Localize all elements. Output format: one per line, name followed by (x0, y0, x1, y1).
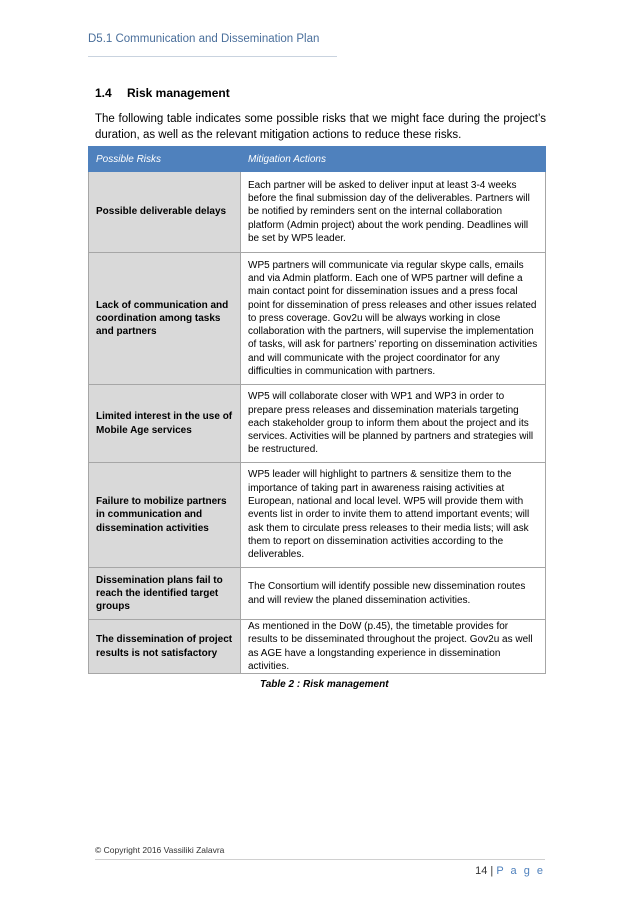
footer-divider (95, 859, 545, 860)
mitigation-cell: As mentioned in the DoW (p.45), the timetable provides for results to be disseminated throughout the project. Gov2u as well as AGE have a longstanding experience in dissemination activities. (241, 620, 546, 674)
table-header-row (89, 147, 546, 172)
table-row (89, 385, 546, 463)
page-label: P a g e (496, 865, 545, 877)
mitigation-cell: Each partner will be asked to deliver input at least 3-4 weeks before the final submission day of the deliverables. Partners will be notified by reminders sent on the internal collaboration platform (Admin project) about the work pending. Deadlines will be set by WP5 leader. (241, 172, 546, 253)
mitigation-cell: WP5 partners will communicate via regular skype calls, emails and via Admin platform. Each one of WP5 partner will define a main contact point for dissemination issues and a press focal point for dissemination of press releases and other issues related to press coverage. Gov2u will be always working in close collaboration with the partners, will supervise the implementation of tasks, will ask for partners’ reporting on dissemination activities and will communicate with the project coordinator for any difficulties in communication with partners. (241, 253, 546, 385)
header-divider (88, 56, 337, 57)
mitigation-cell: WP5 leader will highlight to partners & sensitize them to the importance of taking part in awareness raising activities at European, national and local level. WP5 will provide them with events list in order to invite them to attend important events; will ask them to circulate press releases to their media lists; will ask them to report on dissemination activities according to the deliverables. (241, 463, 546, 568)
table-row (89, 463, 546, 568)
table-row (89, 568, 546, 620)
table-row (89, 620, 546, 674)
page-number-block (475, 865, 545, 877)
footer-copyright: © Copyright 2016 Vassiliki Zalavra (95, 845, 225, 855)
page-number: 14 (475, 865, 488, 877)
page-separator: | (490, 865, 494, 877)
column-header-actions: Mitigation Actions (241, 147, 546, 172)
section-number: 1.4 (95, 86, 112, 100)
table-caption: Table 2 : Risk management (260, 679, 389, 690)
table-row (89, 172, 546, 253)
risk-cell: Failure to mobilize partners in communication and dissemination activities (89, 463, 241, 568)
mitigation-cell: The Consortium will identify possible new dissemination routes and will review the planed dissemination activities. (241, 568, 546, 620)
section-title: Risk management (127, 86, 230, 100)
risk-cell: Possible deliverable delays (89, 172, 241, 253)
section-heading (95, 86, 230, 100)
risk-cell: The dissemination of project results is not satisfactory (89, 620, 241, 674)
mitigation-cell: WP5 will collaborate closer with WP1 and WP3 in order to prepare press releases and dissemination materials targeting each stakeholder group to inform them about the project and its services. Activities will be planned by partners and strategies will be restructured. (241, 385, 546, 463)
risk-table (88, 146, 546, 674)
document-header: D5.1 Communication and Dissemination Plan (88, 33, 320, 45)
table-row (89, 253, 546, 385)
risk-cell: Lack of communication and coordination among tasks and partners (89, 253, 241, 385)
column-header-risks: Possible Risks (89, 147, 241, 172)
intro-paragraph: The following table indicates some possible risks that we might face during the project’s duration, as well as the relevant mitigation actions to reduce these risks. (95, 113, 546, 141)
risk-cell: Limited interest in the use of Mobile Age services (89, 385, 241, 463)
risk-cell: Dissemination plans fail to reach the identified target groups (89, 568, 241, 620)
